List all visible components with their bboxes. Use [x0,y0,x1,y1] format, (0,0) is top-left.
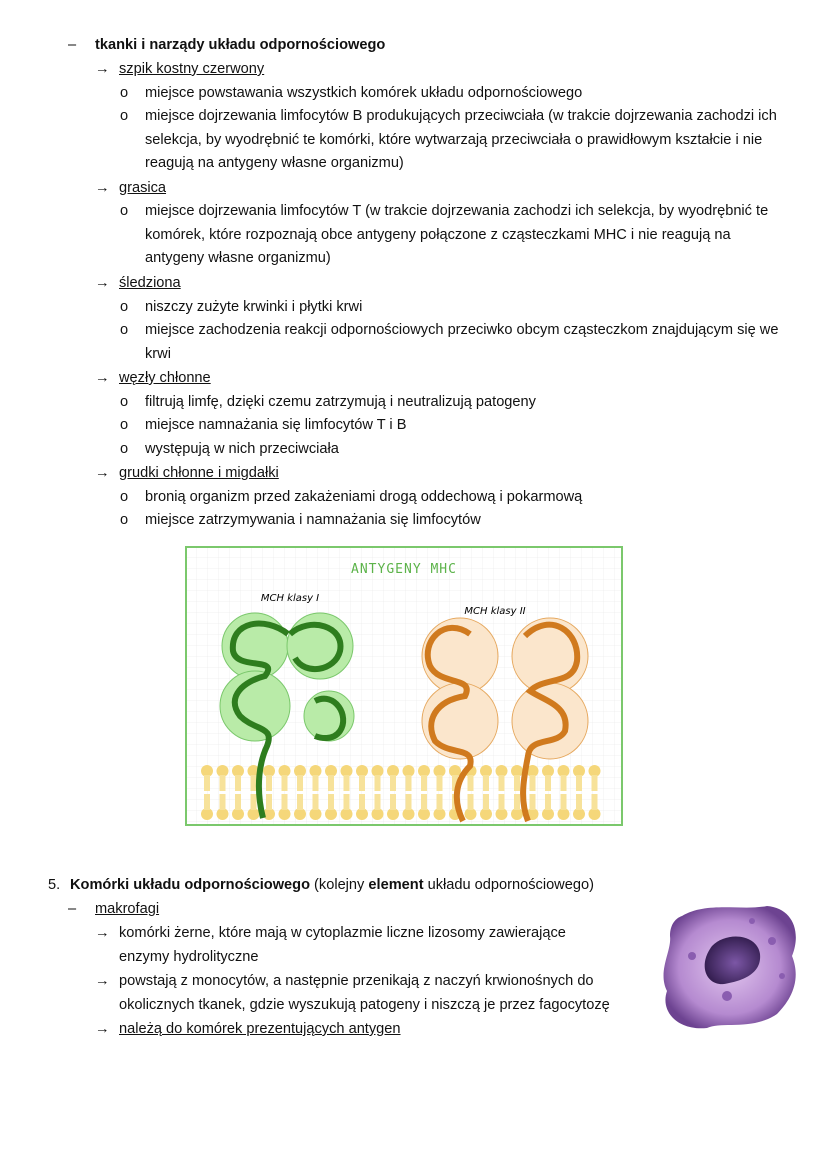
bullet-marker: o [120,441,129,457]
class2-label: MCH klasy II [464,606,526,617]
phospholipid-tail [375,794,381,810]
organ-point: miejsce zachodzenia reakcji odpornościowych przeciwko obcym cząsteczkom znajdującym się we krwi [145,322,779,362]
phospholipid-tail [344,775,350,791]
section-title-bold: Komórki układu odpornościowego [70,877,310,893]
mhc-antigens-diagram [185,546,623,826]
class1-label: MCH klasy I [260,593,320,604]
organ-name: grasica [119,180,167,196]
phospholipid-tail [576,775,582,791]
organ-point: miejsce dojrzewania limfocytów B produkujących przeciwciała (w trakcie dojrzewania zachodzi ich selekcja, by wyodrębnić te komórki, które wytwarzają przeciwciała o prawidłowym kształcie i nie reagują na antygeny własne organizmu) [145,108,777,172]
phospholipid-tail [251,794,257,810]
phospholipid-tail [390,794,396,810]
section-title-part: (kolejny [310,877,369,893]
section-number: 5. [48,877,61,893]
organ-point: miejsce powstawania wszystkich komórek układu odpornościowego [145,85,583,101]
phospholipid-tail [235,775,241,791]
phospholipid-tail [297,775,303,791]
phospholipid-tail [328,775,334,791]
bullet-marker: o [120,108,129,124]
phospholipid-tail [437,794,443,810]
subheading-macrophages: makrofagi [95,901,160,917]
phospholipid-tail [204,775,210,791]
phospholipid-tail [530,794,536,810]
arrow-marker: → [95,973,110,989]
phospholipid-tail [266,775,272,791]
arrow-marker: → [95,925,110,941]
phospholipid-tail [344,794,350,810]
section-heading: tkanki i narządy układu odpornościowego [95,37,386,53]
dash-marker: – [68,901,77,917]
organ-name: węzły chłonne [119,370,211,386]
arrow-marker: → [95,180,110,196]
phospholipid-tail [390,775,396,791]
phospholipid-tail [266,794,272,810]
phospholipid-tail [514,794,520,810]
phospholipid-tail [499,794,505,810]
arrow-marker: → [95,61,110,77]
macrophage-point: należą do komórek prezentujących antygen [119,1021,401,1037]
phospholipid-tail [483,775,489,791]
phospholipid-tail [421,775,427,791]
bullet-marker: o [120,489,129,505]
phospholipid-tail [313,775,319,791]
phospholipid-tail [220,775,226,791]
phospholipid-tail [592,794,598,810]
phospholipid-tail [483,794,489,810]
phospholipid-tail [359,794,365,810]
phospholipid-tail [313,794,319,810]
section-title-part-2: układu odpornościowego) [423,877,594,893]
phospholipid-tail [576,794,582,810]
macrophage-illustration [652,896,812,1036]
phospholipid-tail [437,775,443,791]
organ-point: miejsce dojrzewania limfocytów T (w trakcie dojrzewania zachodzi ich selekcja, by wyodrębnić te komórek, które rozpoznają obce antygeny połączone z cząsteczkami MHC i nie reagują na antygeny własne organizmu) [145,203,769,267]
phospholipid-tail [561,775,567,791]
bullet-marker: o [120,322,129,338]
macrophage-point: komórki żerne, które mają w cytoplazmie liczne lizosomy zawierające enzymy hydrolityczne [119,925,566,965]
phospholipid-tail [421,794,427,810]
phospholipid-tail [545,794,551,810]
phospholipid-tail [220,794,226,810]
organ-name: szpik kostny czerwony [119,61,265,77]
phospholipid-tail [328,794,334,810]
bullet-marker: o [120,512,129,528]
bullet-marker: o [120,417,129,433]
organ-name: śledziona [119,275,181,291]
phospholipid-tail [499,775,505,791]
bullet-marker: o [120,203,129,219]
phospholipid-tail [406,794,412,810]
phospholipid-tail [204,794,210,810]
section-title [70,874,594,898]
macrophage-point: powstają z monocytów, a następnie przenikają z naczyń krwionośnych do okolicznych tkanek, gdzie wyszukują patogeny i niszczą je przez fagocytozę [119,973,610,1013]
arrow-marker: → [95,465,110,481]
bullet-marker: o [120,394,129,410]
organ-point: miejsce namnażania się limfocytów T i B [145,417,407,433]
organ-point: filtrują limfę, dzięki czemu zatrzymują i neutralizują patogeny [145,394,536,410]
phospholipid-tail [251,775,257,791]
organ-point: występują w nich przeciwciała [145,441,339,457]
phospholipid-tail [297,794,303,810]
phospholipid-tail [561,794,567,810]
bullet-marker: o [120,299,129,315]
phospholipid-tail [514,775,520,791]
dash-marker: – [68,37,77,53]
phospholipid-tail [282,794,288,810]
phospholipid-tail [468,775,474,791]
bullet-marker: o [120,85,129,101]
arrow-marker: → [95,275,110,291]
diagram-title: ANTYGENY MHC [351,562,457,577]
organ-point: bronią organizm przed zakażeniami drogą oddechową i pokarmową [145,489,583,505]
arrow-marker: → [95,370,110,386]
section-title-bold-2: element [368,877,424,893]
organ-point: niszczy zużyte krwinki i płytki krwi [145,299,363,315]
arrow-marker: → [95,1021,110,1037]
phospholipid-tail [530,775,536,791]
phospholipid-tail [592,775,598,791]
phospholipid-tail [468,794,474,810]
phospholipid-tail [406,775,412,791]
phospholipid-tail [359,775,365,791]
organ-point: miejsce zatrzymywania i namnażania się limfocytów [145,512,481,528]
phospholipid-tail [235,794,241,810]
phospholipid-tail [282,775,288,791]
organ-name: grudki chłonne i migdałki [119,465,279,481]
phospholipid-tail [545,775,551,791]
phospholipid-tail [375,775,381,791]
